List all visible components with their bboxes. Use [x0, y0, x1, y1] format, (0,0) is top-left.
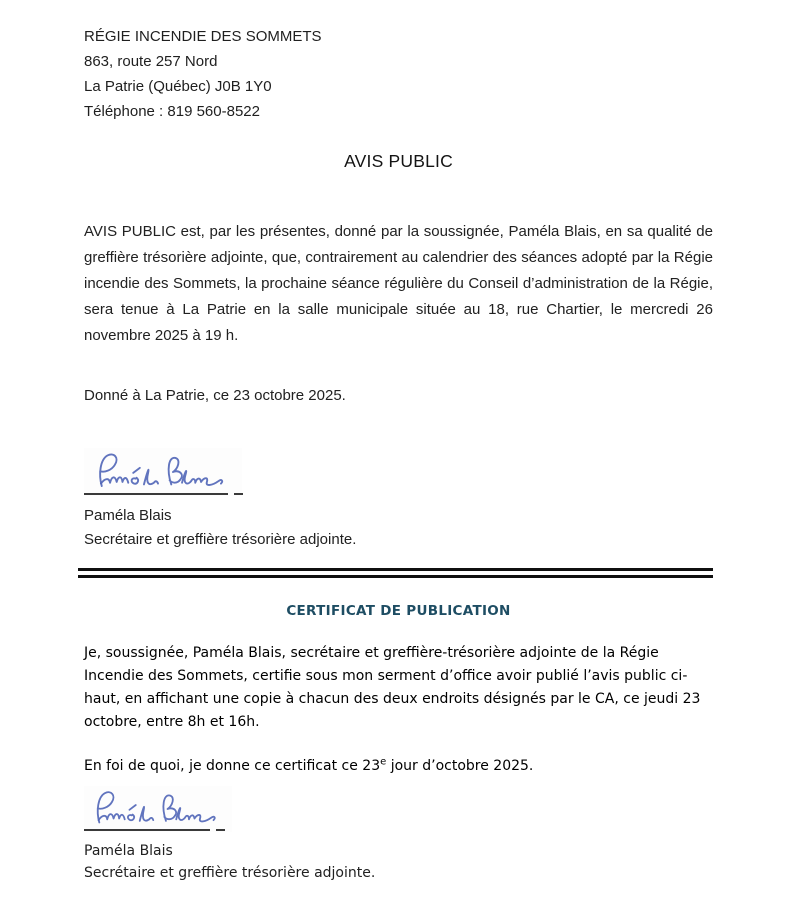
- address-line-2: La Patrie (Québec) J0B 1Y0: [84, 78, 272, 95]
- attestation-prefix: En foi de quoi, je donne ce certificat ce 23: [84, 758, 381, 774]
- signature-block-2: [84, 786, 713, 884]
- attestation-line: [84, 755, 713, 778]
- signature-line-segment: [216, 829, 225, 831]
- signatory-role: Secrétaire et greffière trésorière adjointe.: [84, 865, 376, 881]
- section-divider: [78, 568, 713, 578]
- signature-line: [84, 493, 713, 495]
- signatory-name: Paméla Blais: [84, 843, 173, 859]
- letterhead: [84, 24, 713, 124]
- handwritten-signature-image: [84, 448, 242, 496]
- signature-line-segment: [84, 829, 210, 831]
- signatory-role: Secrétaire et greffière trésorière adjointe.: [84, 531, 357, 548]
- address-line-1: 863, route 257 Nord: [84, 53, 218, 70]
- notice-paragraph: AVIS PUBLIC est, par les présentes, donné par la soussignée, Paméla Blais, en sa qualité de greffière trésorière adjointe, que, contrairement au calendrier des séances adopté par la Régie incendie des Sommets, la prochaine séance régulière du Conseil d’administration de la Régie, sera tenue à La Patrie en la salle municipale située au 18, rue Chartier, le mercredi 26 novembre 2025 à 19 h.: [84, 223, 713, 344]
- certificate-paragraph: Je, soussignée, Paméla Blais, secrétaire et greffière-trésorière adjointe de la Régie Incendie des Sommets, certifie sous mon serment d’office avoir publié l’avis public ci-haut, en affichant une copie à chacun des deux endroits désignés par le CA, ce jeudi 23 octobre, entre 8h et 16h.: [84, 645, 701, 730]
- signatory-name: Paméla Blais: [84, 507, 172, 524]
- signature-line-segment: [234, 493, 243, 495]
- signature-block-1: [84, 448, 713, 552]
- handwritten-signature-image: [84, 786, 232, 832]
- organization-name: RÉGIE INCENDIE DES SOMMETS: [84, 28, 322, 45]
- notice-dateline: Donné à La Patrie, ce 23 octobre 2025.: [84, 387, 346, 404]
- signature-line: [84, 829, 713, 831]
- attestation-suffix: jour d’octobre 2025.: [386, 758, 534, 774]
- phone-line: Téléphone : 819 560-8522: [84, 103, 260, 120]
- document-title: AVIS PUBLIC: [344, 151, 453, 171]
- certificate-heading: CERTIFICAT DE PUBLICATION: [286, 603, 511, 619]
- certificate-section: [84, 603, 713, 884]
- signature-line-segment: [84, 493, 228, 495]
- ordinal-superscript: e: [380, 756, 387, 768]
